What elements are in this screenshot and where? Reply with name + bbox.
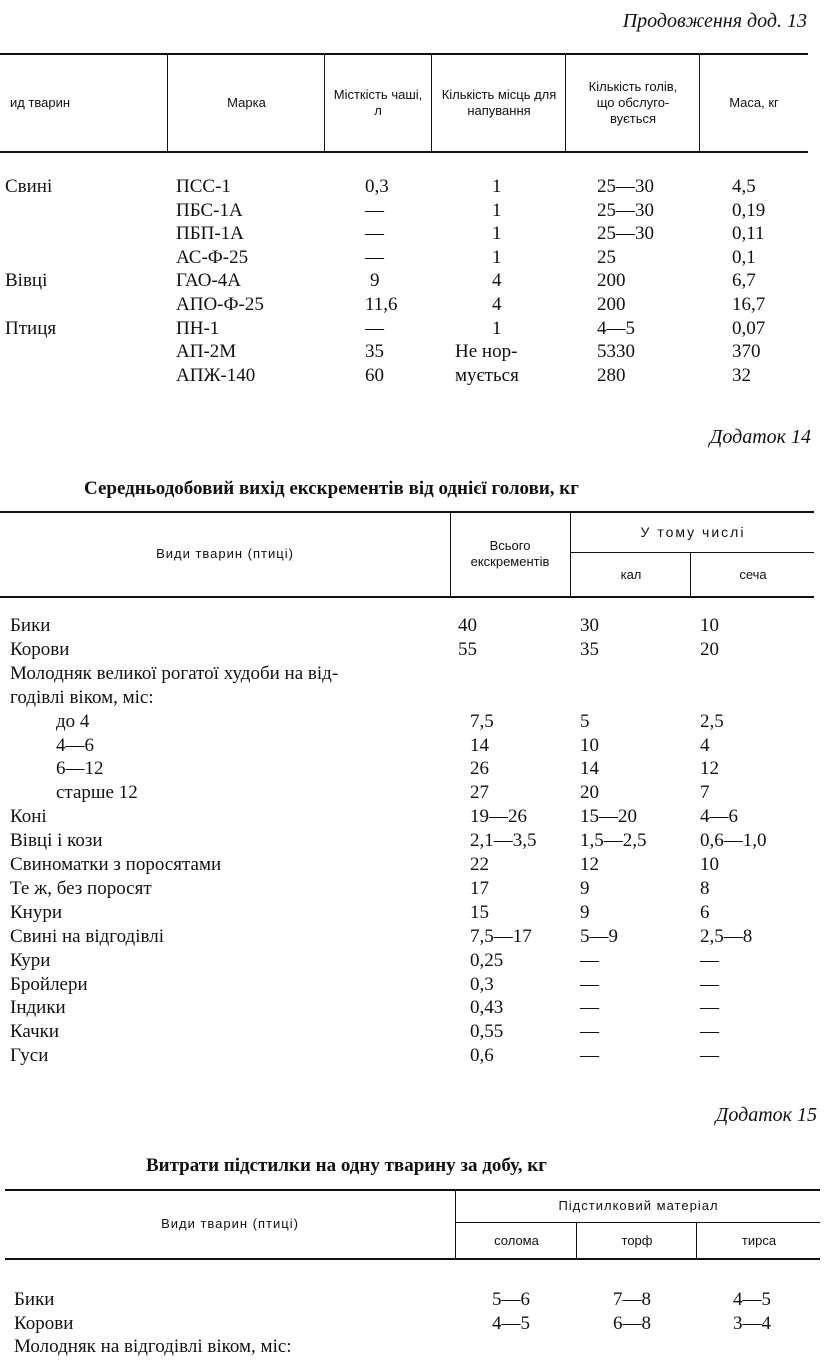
sawdust-cell: 4—5 bbox=[733, 1289, 771, 1310]
appendix14-title: Середньодобовий вихід екскрементів від однієї голови, кг bbox=[84, 478, 579, 499]
species-cell: Свиноматки з поросятами bbox=[10, 854, 222, 875]
urine-cell: — bbox=[700, 973, 719, 995]
heads-cell: 25—30 bbox=[597, 176, 654, 197]
feces-cell: 9 bbox=[580, 901, 590, 923]
table15-header-material: Підстилковий матеріал bbox=[558, 1198, 719, 1213]
species-cell: 6—12 bbox=[56, 758, 104, 780]
heads-cell: 25—30 bbox=[597, 199, 654, 221]
urine-cell: 20 bbox=[700, 638, 719, 660]
capacity-cell: — bbox=[365, 317, 384, 339]
table14-header-rule bbox=[0, 596, 814, 598]
feces-cell: 35 bbox=[580, 638, 599, 660]
species-cell: Корови bbox=[10, 638, 70, 660]
total-cell: 14 bbox=[470, 734, 489, 756]
species-cell: Кури bbox=[10, 949, 51, 971]
total-cell: 0,3 bbox=[470, 973, 494, 995]
feces-cell: 30 bbox=[580, 615, 599, 636]
table13-col-divider bbox=[431, 54, 432, 151]
heads-cell: 280 bbox=[597, 364, 626, 386]
mass-cell: 370 bbox=[732, 341, 761, 363]
feces-cell: 20 bbox=[580, 782, 599, 804]
species-cell: Молодняк на відгодівлі віком, міс: bbox=[14, 1336, 292, 1357]
total-cell: 0,43 bbox=[470, 997, 504, 1019]
brand-cell: АПЖ-140 bbox=[176, 364, 256, 386]
table13-header-places: Кількість місць для напування bbox=[441, 86, 557, 118]
table13-col-divider bbox=[324, 54, 325, 151]
table15-header-sawdust: тирса bbox=[741, 1232, 777, 1248]
mass-cell: 4,5 bbox=[732, 176, 756, 197]
total-cell: 17 bbox=[470, 877, 489, 899]
mass-cell: 0,11 bbox=[732, 223, 765, 245]
places-cell: 1 bbox=[492, 223, 502, 245]
places-cell: 1 bbox=[492, 199, 502, 221]
total-cell: 15 bbox=[470, 901, 489, 923]
capacity-cell: — bbox=[365, 246, 384, 268]
total-cell: 22 bbox=[470, 854, 489, 875]
places-cell: 1 bbox=[492, 246, 502, 268]
species-cell: Те ж, без поросят bbox=[10, 877, 152, 899]
brand-cell: АПО-Ф-25 bbox=[176, 294, 264, 315]
feces-cell: — bbox=[580, 1021, 599, 1043]
peat-cell: 7—8 bbox=[613, 1289, 651, 1310]
continuation-label: Продовження дод. 13 bbox=[622, 10, 807, 32]
appendix14-label: Додаток 14 bbox=[709, 426, 811, 448]
feces-cell: 9 bbox=[580, 877, 590, 899]
table15-header-rule bbox=[5, 1258, 820, 1260]
species-cell: Індики bbox=[10, 997, 66, 1019]
urine-cell: — bbox=[700, 949, 719, 971]
table13-header-rule bbox=[0, 151, 808, 153]
mass-cell: 32 bbox=[732, 364, 751, 386]
species-cell: 4—6 bbox=[56, 734, 94, 756]
urine-cell: 8 bbox=[700, 877, 710, 899]
table15-col-divider bbox=[455, 1190, 456, 1258]
urine-cell: 4 bbox=[700, 734, 710, 756]
species-cell: Птиця bbox=[5, 317, 57, 339]
heads-cell: 4—5 bbox=[597, 317, 635, 339]
capacity-cell: — bbox=[365, 199, 384, 221]
straw-cell: 4—5 bbox=[492, 1312, 530, 1334]
places-cell: 4 bbox=[492, 270, 502, 292]
species-cell: Корови bbox=[14, 1312, 74, 1334]
places-cell: 4 bbox=[492, 294, 502, 315]
species-cell: Бики bbox=[10, 615, 51, 636]
appendix15-label: Додаток 15 bbox=[715, 1104, 817, 1126]
appendix15-title: Витрати підстилки на одну тварину за добу, кг bbox=[146, 1155, 547, 1176]
total-cell: 19—26 bbox=[470, 806, 527, 828]
urine-cell: 10 bbox=[700, 854, 719, 875]
table13-header-mass: Маса, кг bbox=[729, 94, 779, 110]
table14-header-urine: сеча bbox=[739, 566, 767, 582]
total-cell: 2,1—3,5 bbox=[470, 830, 537, 852]
table13-header-species: ид тварин bbox=[10, 94, 71, 110]
species-cell: Свині bbox=[5, 176, 53, 197]
urine-cell: — bbox=[700, 1045, 719, 1067]
table15-header-species: Види тварин (птиці) bbox=[161, 1216, 299, 1231]
table14-header-feces: кал bbox=[620, 566, 642, 582]
heads-cell: 25 bbox=[597, 246, 616, 268]
species-cell: старше 12 bbox=[56, 782, 138, 804]
capacity-cell: 9 bbox=[370, 270, 380, 292]
feces-cell: — bbox=[580, 973, 599, 995]
heads-cell: 25—30 bbox=[597, 223, 654, 245]
places-cell: 1 bbox=[492, 317, 502, 339]
total-cell: 55 bbox=[458, 638, 477, 660]
mass-cell: 0,19 bbox=[732, 199, 766, 221]
brand-cell: ПБП-1А bbox=[176, 223, 244, 245]
table13-col-divider bbox=[167, 54, 168, 151]
urine-cell: 10 bbox=[700, 615, 719, 636]
table15-col-divider bbox=[696, 1223, 697, 1258]
species-cell: Вівці і кози bbox=[10, 830, 103, 852]
urine-cell: 12 bbox=[700, 758, 719, 780]
urine-cell: 2,5 bbox=[700, 710, 724, 732]
brand-cell: АП-2М bbox=[176, 341, 237, 363]
table15-header-peat: торф bbox=[621, 1232, 653, 1248]
total-cell: 0,55 bbox=[470, 1021, 504, 1043]
feces-cell: 12 bbox=[580, 854, 599, 875]
table14-col-divider bbox=[570, 512, 571, 596]
feces-cell: 1,5—2,5 bbox=[580, 830, 647, 852]
species-cell: Свині на відгодівлі bbox=[10, 925, 164, 947]
table13-header-heads: Кількість голів, що обслуго-вується bbox=[588, 78, 678, 126]
total-cell: 7,5 bbox=[470, 710, 494, 732]
mass-cell: 0,1 bbox=[732, 246, 756, 268]
urine-cell: 0,6—1,0 bbox=[700, 830, 767, 852]
table14-header-including: У тому числі bbox=[640, 524, 746, 540]
species-cell: Бики bbox=[14, 1289, 55, 1310]
total-cell: 26 bbox=[470, 758, 489, 780]
table14-col-divider bbox=[690, 553, 691, 596]
straw-cell: 5—6 bbox=[492, 1289, 530, 1310]
mass-cell: 6,7 bbox=[732, 270, 756, 292]
peat-cell: 6—8 bbox=[613, 1312, 651, 1334]
capacity-cell: 60 bbox=[365, 364, 384, 386]
mass-cell: 16,7 bbox=[732, 294, 766, 315]
brand-cell: ГАО-4А bbox=[176, 270, 241, 292]
species-cell: Вівці bbox=[5, 270, 48, 292]
places-cell: Не нор- bbox=[455, 341, 518, 363]
urine-cell: — bbox=[700, 997, 719, 1019]
species-cell: годівлі віком, міс: bbox=[10, 686, 154, 708]
total-cell: 40 bbox=[458, 615, 477, 636]
table13-header-capacity: Місткість чаші, л bbox=[333, 86, 423, 118]
species-cell: Коні bbox=[10, 806, 47, 828]
table15-header-straw: солома bbox=[494, 1232, 539, 1248]
feces-cell: 5 bbox=[580, 710, 590, 732]
mass-cell: 0,07 bbox=[732, 317, 766, 339]
urine-cell: 6 bbox=[700, 901, 710, 923]
urine-cell: 2,5—8 bbox=[700, 925, 753, 947]
feces-cell: — bbox=[580, 1045, 599, 1067]
sawdust-cell: 3—4 bbox=[733, 1312, 771, 1334]
feces-cell: 10 bbox=[580, 734, 599, 756]
total-cell: 7,5—17 bbox=[470, 925, 532, 947]
total-cell: 27 bbox=[470, 782, 489, 804]
urine-cell: 4—6 bbox=[700, 806, 738, 828]
heads-cell: 200 bbox=[597, 294, 626, 315]
capacity-cell: 11,6 bbox=[365, 294, 398, 315]
table13-col-divider bbox=[565, 54, 566, 151]
heads-cell: 200 bbox=[597, 270, 626, 292]
species-cell: Молодняк великої рогатої худоби на від- bbox=[10, 662, 339, 684]
table15-col-divider bbox=[576, 1223, 577, 1258]
table14-header-total: Всього екскрементів bbox=[470, 538, 550, 569]
capacity-cell: 35 bbox=[365, 341, 384, 363]
places-cell: 1 bbox=[492, 176, 502, 197]
brand-cell: ПБС-1А bbox=[176, 199, 243, 221]
species-cell: до 4 bbox=[56, 710, 90, 732]
total-cell: 0,6 bbox=[470, 1045, 494, 1067]
feces-cell: — bbox=[580, 997, 599, 1019]
feces-cell: 15—20 bbox=[580, 806, 637, 828]
capacity-cell: 0,3 bbox=[365, 176, 389, 197]
species-cell: Кнури bbox=[10, 901, 63, 923]
capacity-cell: — bbox=[365, 223, 384, 245]
places-cell: мується bbox=[455, 364, 519, 386]
species-cell: Бройлери bbox=[10, 973, 88, 995]
brand-cell: АС-Ф-25 bbox=[176, 246, 249, 268]
species-cell: Качки bbox=[10, 1021, 60, 1043]
urine-cell: 7 bbox=[700, 782, 710, 804]
brand-cell: ПН-1 bbox=[176, 317, 220, 339]
feces-cell: 14 bbox=[580, 758, 599, 780]
species-cell: Гуси bbox=[10, 1045, 49, 1067]
urine-cell: — bbox=[700, 1021, 719, 1043]
table14-header-species: Види тварин (птиці) bbox=[156, 546, 294, 561]
brand-cell: ПСС-1 bbox=[176, 176, 231, 197]
table13-header-brand: Марка bbox=[227, 94, 266, 110]
heads-cell: 5330 bbox=[597, 341, 635, 363]
feces-cell: 5—9 bbox=[580, 925, 618, 947]
table14-col-divider bbox=[450, 512, 451, 596]
feces-cell: — bbox=[580, 949, 599, 971]
total-cell: 0,25 bbox=[470, 949, 504, 971]
